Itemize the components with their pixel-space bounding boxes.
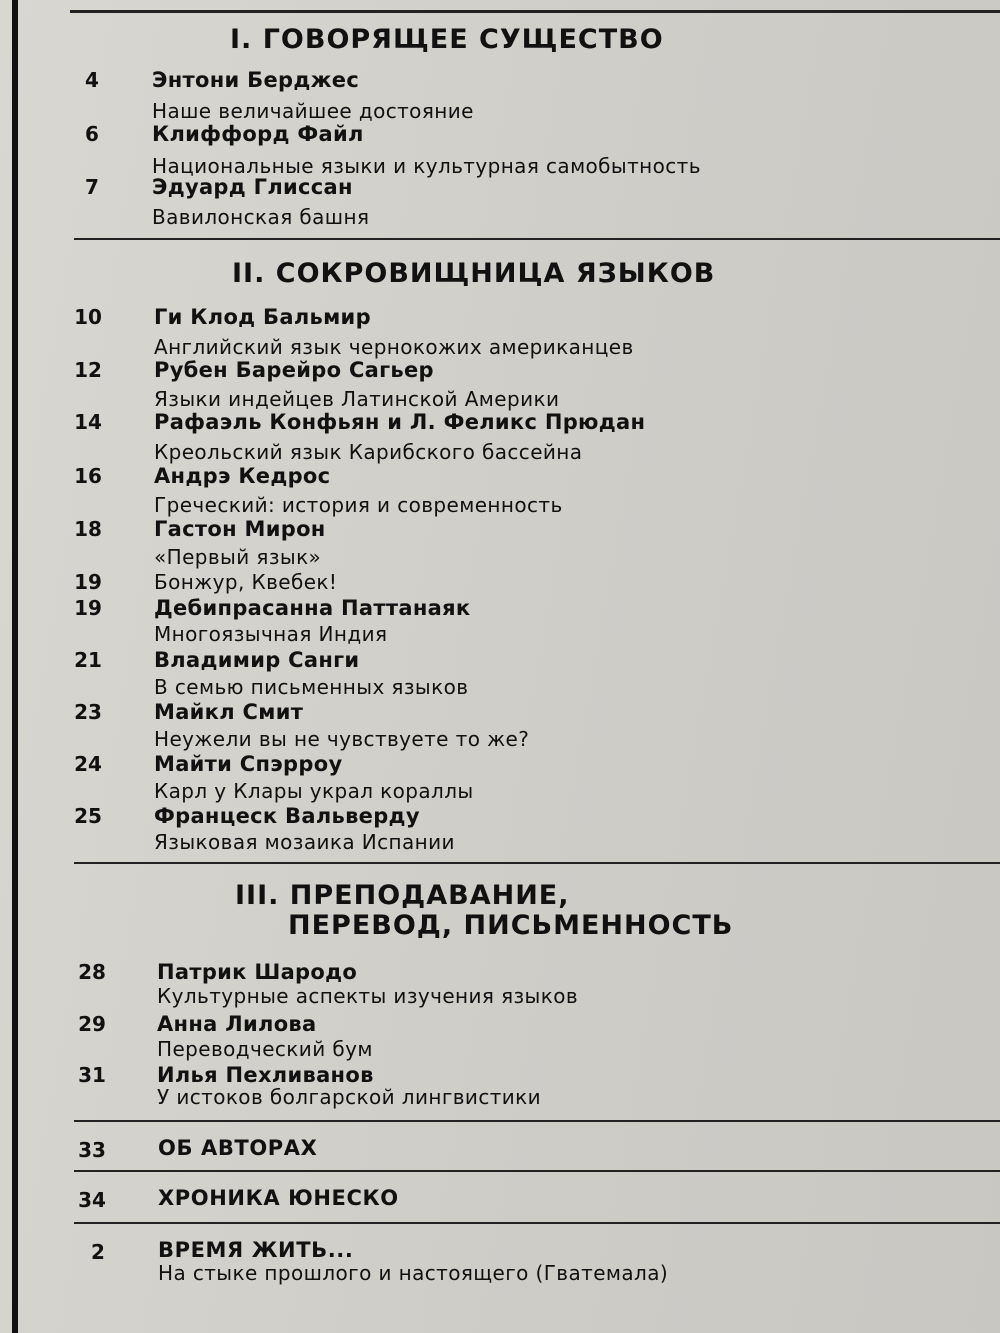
- section-3-title-line-1: III. ПРЕПОДАВАНИЕ,: [235, 880, 570, 911]
- section-divider: [74, 238, 1000, 240]
- top-rule: [70, 10, 1000, 13]
- section-divider: [74, 1120, 1000, 1122]
- left-margin-rule: [12, 0, 18, 1333]
- toc-author: Рубен Барейро Сагьер: [154, 358, 434, 382]
- toc-author: Клиффорд Файл: [152, 122, 364, 146]
- toc-page-number: 19: [74, 596, 102, 620]
- toc-article-title: На стыке прошлого и настоящего (Гватемала): [158, 1261, 669, 1285]
- toc-page-number: 7: [85, 175, 99, 199]
- toc-author: Рафаэль Конфьян и Л. Феликс Прюдан: [154, 410, 646, 434]
- toc-page-number: 34: [78, 1188, 106, 1212]
- toc-page-number: 24: [74, 752, 102, 776]
- toc-author: Майти Спэрроу: [154, 752, 343, 776]
- toc-page-number: 19: [74, 570, 102, 594]
- section-3-title-line-2: ПЕРЕВОД, ПИСЬМЕННОСТЬ: [288, 910, 734, 941]
- toc-author: Францеск Вальверду: [154, 804, 420, 828]
- toc-page-number: 33: [78, 1138, 106, 1162]
- toc-page-number: 2: [91, 1240, 105, 1264]
- toc-page-number: 28: [78, 960, 106, 984]
- toc-page-number: 29: [78, 1012, 106, 1036]
- toc-article-title: Бонжур, Квебек!: [154, 570, 338, 594]
- toc-page-number: 6: [85, 122, 99, 146]
- toc-page-number: 14: [74, 410, 102, 434]
- toc-author: Эдуард Глиссан: [152, 175, 353, 199]
- toc-author: Энтони Берджес: [152, 68, 360, 92]
- toc-article-title: В семью письменных языков: [154, 675, 469, 699]
- toc-author: Андрэ Кедрос: [154, 464, 331, 488]
- toc-page-number: 23: [74, 700, 102, 724]
- toc-article-title: Национальные языки и культурная самобытность: [152, 154, 701, 178]
- toc-article-title: «Первый язык»: [154, 545, 322, 569]
- toc-article-title: Многоязычная Индия: [154, 622, 388, 646]
- toc-article-title: Греческий: история и современность: [154, 493, 563, 517]
- toc-article-title: Наше величайшее достояние: [152, 99, 474, 123]
- section-divider: [74, 1222, 1000, 1224]
- toc-author: Гастон Мирон: [154, 517, 326, 541]
- toc-author: Майкл Смит: [154, 700, 304, 724]
- unesco-chronicle-heading: ХРОНИКА ЮНЕСКО: [158, 1186, 399, 1210]
- toc-page-number: 18: [74, 517, 102, 541]
- toc-article-title: Креольский язык Карибского бассейна: [154, 440, 583, 464]
- toc-article-title: Английский язык чернокожих американцев: [154, 335, 634, 359]
- toc-page-number: 31: [78, 1063, 106, 1087]
- toc-author: Анна Лилова: [157, 1012, 317, 1036]
- toc-article-title: Неужели вы не чувствуете то же?: [154, 727, 530, 751]
- toc-page-number: 25: [74, 804, 102, 828]
- toc-page-number: 21: [74, 648, 102, 672]
- toc-author: Дебипрасанна Паттанаяк: [154, 596, 471, 620]
- toc-page-number: 10: [74, 305, 102, 329]
- toc-page-number: 12: [74, 358, 102, 382]
- section-divider: [74, 862, 1000, 864]
- section-divider: [74, 1170, 1000, 1172]
- toc-article-title: Карл у Клары украл кораллы: [154, 779, 474, 803]
- toc-article-title: Языки индейцев Латинской Америки: [154, 387, 560, 411]
- toc-author: Илья Пехливанов: [157, 1063, 374, 1087]
- about-authors-heading: ОБ АВТОРАХ: [158, 1136, 318, 1160]
- section-2-title: II. СОКРОВИЩНИЦА ЯЗЫКОВ: [232, 258, 716, 289]
- toc-page-number: 16: [74, 464, 102, 488]
- toc-article-title: Языковая мозаика Испании: [154, 830, 455, 854]
- toc-author: Ги Клод Бальмир: [154, 305, 371, 329]
- toc-article-title: Культурные аспекты изучения языков: [157, 984, 579, 1008]
- time-to-live-heading: ВРЕМЯ ЖИТЬ...: [158, 1238, 354, 1262]
- toc-article-title: Вавилонская башня: [152, 205, 370, 229]
- section-1-title: I. ГОВОРЯЩЕЕ СУЩЕСТВО: [230, 24, 664, 55]
- toc-article-title: Переводческий бум: [157, 1037, 373, 1061]
- toc-article-title: У истоков болгарской лингвистики: [157, 1085, 542, 1109]
- toc-author: Патрик Шародо: [157, 960, 358, 984]
- toc-page-number: 4: [85, 68, 99, 92]
- toc-author: Владимир Санги: [154, 648, 360, 672]
